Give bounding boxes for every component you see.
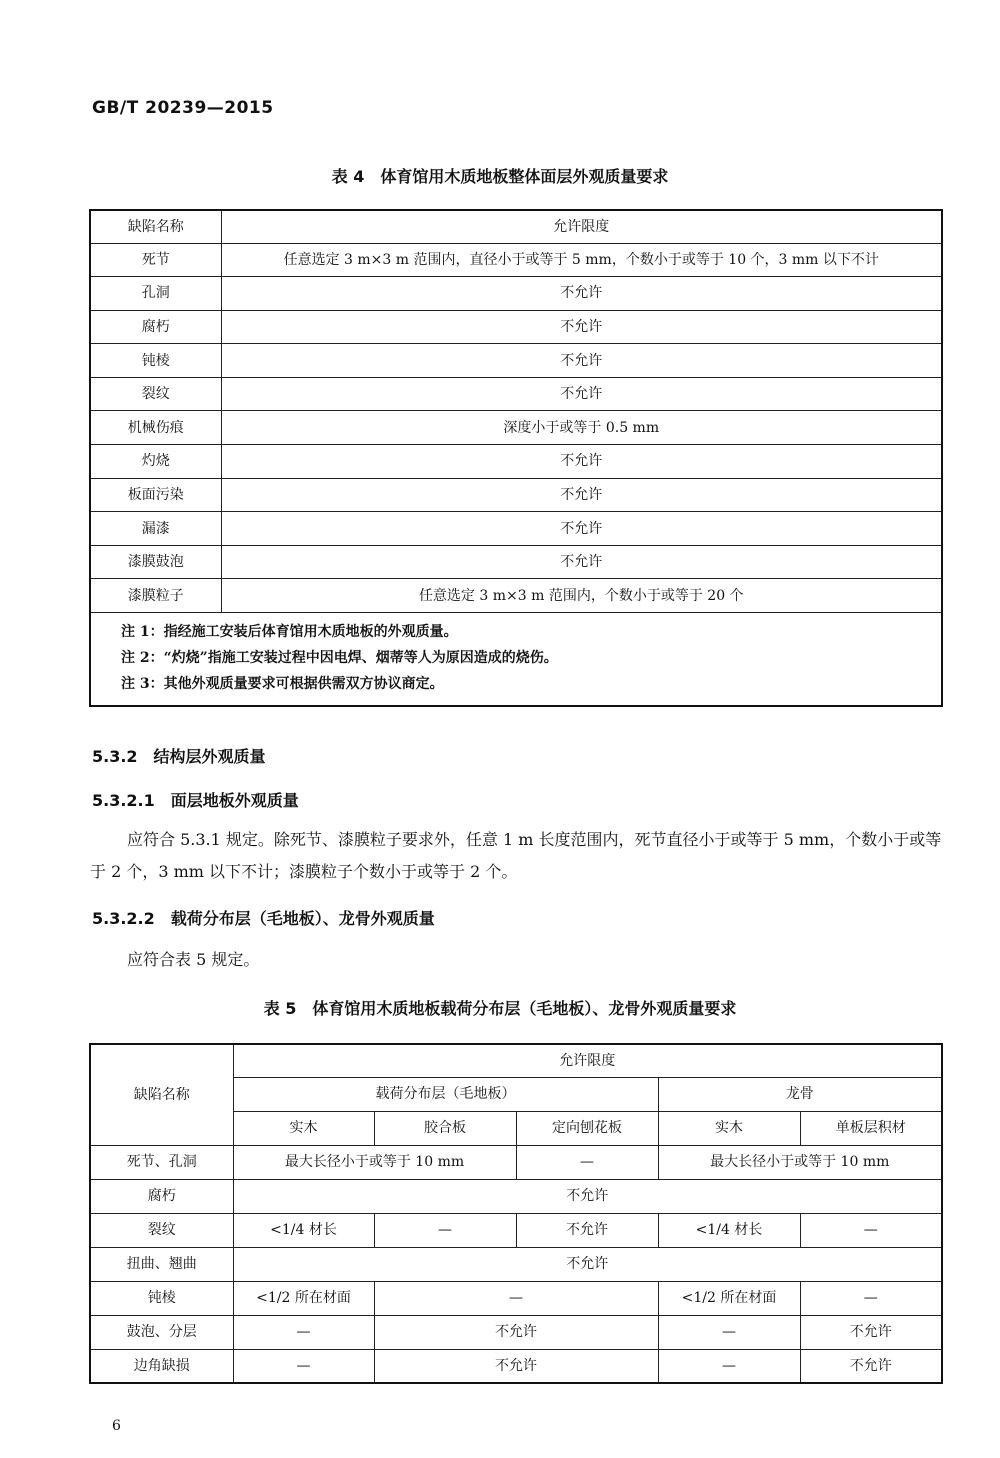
table4-limit-cell: 不允许 xyxy=(221,344,942,378)
table4-limit-cell: 深度小于或等于 0.5 mm xyxy=(221,411,942,445)
table5-cell: — xyxy=(374,1281,658,1315)
table5-cell: 裂纹 xyxy=(90,1213,233,1247)
table4 xyxy=(89,209,943,707)
standard-code: GB/T 20239—2015 xyxy=(92,98,274,118)
table5-header-keel: 龙骨 xyxy=(658,1077,942,1111)
table-row xyxy=(90,411,942,445)
table5-cell: — xyxy=(800,1213,942,1247)
table5-header-osb: 定向刨花板 xyxy=(516,1111,658,1145)
table4-header-row xyxy=(90,210,942,243)
table5-cell: — xyxy=(374,1213,516,1247)
table5-cell: <1/2 所在材面 xyxy=(233,1281,374,1315)
table4-title: 表 4 体育馆用木质地板整体面层外观质量要求 xyxy=(331,167,669,186)
table4-defect-cell: 机械伤痕 xyxy=(90,411,221,445)
table4-limit-cell: 不允许 xyxy=(221,310,942,344)
table5-cell: — xyxy=(516,1145,658,1179)
table-row xyxy=(90,377,942,411)
table4-limit-cell: 不允许 xyxy=(221,445,942,479)
table5-cell: 不允许 xyxy=(233,1179,942,1213)
table-row xyxy=(90,344,942,378)
table4-header-defect: 缺陷名称 xyxy=(90,210,221,243)
table5-cell: 钝棱 xyxy=(90,1281,233,1315)
table4-defect-cell: 板面污染 xyxy=(90,478,221,512)
table4-notes xyxy=(90,613,942,707)
table-row xyxy=(90,1281,942,1315)
table-row xyxy=(90,445,942,479)
page-number: 6 xyxy=(112,1418,121,1434)
table4-defect-cell: 孔洞 xyxy=(90,277,221,311)
table-row xyxy=(90,545,942,579)
table5-header-lvl: 单板层积材 xyxy=(800,1111,942,1145)
table5-cell: 不允许 xyxy=(516,1213,658,1247)
table4-limit-cell: 不允许 xyxy=(221,478,942,512)
table5-title: 表 5 体育馆用木质地板载荷分布层（毛地板）、龙骨外观质量要求 xyxy=(263,999,737,1018)
table5-header-solid-wood-1: 实木 xyxy=(233,1111,374,1145)
table5-header-limit: 允许限度 xyxy=(233,1044,942,1077)
table5-cell: — xyxy=(658,1349,800,1383)
table4-header-limit: 允许限度 xyxy=(221,210,942,243)
table5-cell: 边角缺损 xyxy=(90,1349,233,1383)
section-5-3-2-2-text: 应符合表 5 规定。 xyxy=(127,950,260,969)
table5-cell: 不允许 xyxy=(233,1247,942,1281)
table-row xyxy=(90,1213,942,1247)
table5-cell: — xyxy=(800,1281,942,1315)
table-row xyxy=(90,478,942,512)
table5-cell: 不允许 xyxy=(374,1349,658,1383)
table-row xyxy=(90,1145,942,1179)
table4-defect-cell: 漆膜粒子 xyxy=(90,579,221,613)
table-row xyxy=(90,243,942,277)
table-row xyxy=(90,277,942,311)
table5 xyxy=(89,1043,943,1384)
table4-limit-cell: 任意选定 3 m×3 m 范围内，个数小于或等于 20 个 xyxy=(221,579,942,613)
table4-defect-cell: 死节 xyxy=(90,243,221,277)
section-5-3-2-1-heading: 5.3.2.1 面层地板外观质量 xyxy=(92,791,299,810)
table4-note: 注 3：其他外观质量要求可根据供需双方协议商定。 xyxy=(121,676,444,693)
section-5-3-2-1-text: 应符合 5.3.1 规定。除死节、漆膜粒子要求外，任意 1 m 长度范围内，死节直径小于或等于 5 mm，个数小于或等于 2 个，3 mm 以下不计；漆膜粒子个数小于或等于 2 个。 xyxy=(90,830,942,881)
table4-defect-cell: 灼烧 xyxy=(90,445,221,479)
table5-cell: <1/4 材长 xyxy=(233,1213,374,1247)
table4-limit-cell: 不允许 xyxy=(221,512,942,546)
table5-header-load-layer: 载荷分布层（毛地板） xyxy=(233,1077,658,1111)
table4-defect-cell: 漆膜鼓泡 xyxy=(90,545,221,579)
section-5-3-2-heading: 5.3.2 结构层外观质量 xyxy=(92,747,266,766)
table5-header-defect: 缺陷名称 xyxy=(90,1044,233,1145)
table5-cell: <1/4 材长 xyxy=(658,1213,800,1247)
table-row xyxy=(90,310,942,344)
table-row xyxy=(90,1315,942,1349)
table-row xyxy=(90,1247,942,1281)
table5-cell: 最大长径小于或等于 10 mm xyxy=(233,1145,516,1179)
table-row xyxy=(90,512,942,546)
table5-cell: 死节、孔洞 xyxy=(90,1145,233,1179)
table4-notes-row xyxy=(90,613,942,707)
table5-cell: — xyxy=(233,1349,374,1383)
table5-cell: 不允许 xyxy=(374,1315,658,1349)
table-row xyxy=(90,1179,942,1213)
table5-header-solid-wood-2: 实木 xyxy=(658,1111,800,1145)
table4-note: 注 2：“灼烧”指施工安装过程中因电焊、烟蒂等人为原因造成的烧伤。 xyxy=(121,650,558,667)
table5-cell: 不允许 xyxy=(800,1315,942,1349)
table5-cell: 最大长径小于或等于 10 mm xyxy=(658,1145,942,1179)
table4-limit-cell: 不允许 xyxy=(221,277,942,311)
table-row xyxy=(90,579,942,613)
table5-cell: 不允许 xyxy=(800,1349,942,1383)
table4-defect-cell: 漏漆 xyxy=(90,512,221,546)
section-5-3-2-2-heading: 5.3.2.2 载荷分布层（毛地板）、龙骨外观质量 xyxy=(92,909,435,928)
table4-limit-cell: 任意选定 3 m×3 m 范围内，直径小于或等于 5 mm，个数小于或等于 10 个，3 mm 以下不计 xyxy=(221,243,942,277)
table5-cell: — xyxy=(233,1315,374,1349)
table5-cell: — xyxy=(658,1315,800,1349)
table4-limit-cell: 不允许 xyxy=(221,377,942,411)
table4-defect-cell: 裂纹 xyxy=(90,377,221,411)
table5-header-plywood: 胶合板 xyxy=(374,1111,516,1145)
table4-defect-cell: 腐朽 xyxy=(90,310,221,344)
table5-cell: 扭曲、翘曲 xyxy=(90,1247,233,1281)
table5-cell: 腐朽 xyxy=(90,1179,233,1213)
table5-cell: 鼓泡、分层 xyxy=(90,1315,233,1349)
table4-limit-cell: 不允许 xyxy=(221,545,942,579)
table4-defect-cell: 钝棱 xyxy=(90,344,221,378)
table-row xyxy=(90,1349,942,1383)
table4-note: 注 1：指经施工安装后体育馆用木质地板的外观质量。 xyxy=(121,624,458,641)
table5-cell: <1/2 所在材面 xyxy=(658,1281,800,1315)
